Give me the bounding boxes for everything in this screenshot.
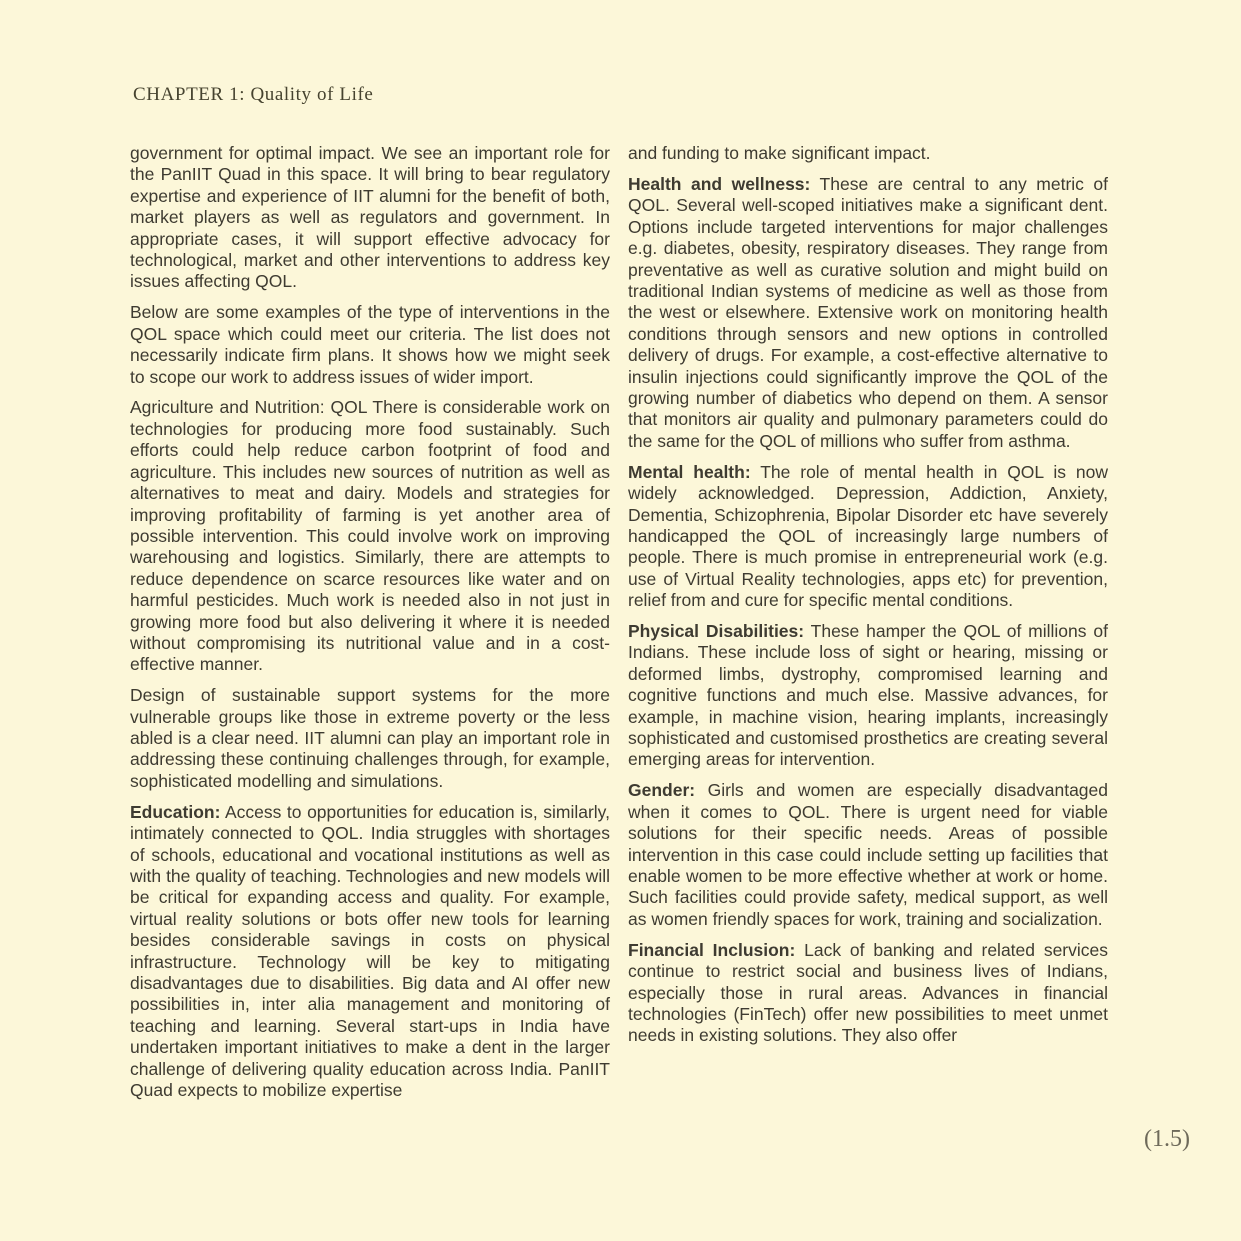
para-physical-disabilities (628, 621, 1108, 771)
paragraph-text: and funding to make significant impact. (628, 143, 931, 163)
paragraph-text: Design of sustainable support systems for the more vulnerable groups like those in extreme poverty or the less abled is a clear need. IIT alumni can play an important role in addressing these continuing challenges through, for example, sophisticated modelling and simulations. (130, 685, 610, 791)
paragraph-text: Below are some examples of the type of interventions in the QOL space which could meet our criteria. The list does not necessarily indicate firm plans. It shows how we might seek to scope our work to address issues of wider import. (130, 302, 610, 387)
para-sustainable-support (130, 685, 610, 792)
paragraph-lead: Physical Disabilities: (628, 621, 805, 642)
paragraph-lead: Health and wellness: (628, 173, 811, 194)
para-education (130, 802, 610, 1102)
chapter-heading: CHAPTER 1: Quality of Life (133, 84, 374, 105)
page-number: (1.5) (1144, 1126, 1190, 1152)
para-financial-inclusion (628, 940, 1108, 1047)
para-gender (628, 780, 1108, 930)
right-column (628, 143, 1108, 1111)
left-column (130, 143, 610, 1111)
para-intervention-examples (130, 302, 610, 388)
paragraph-lead: Financial Inclusion: (628, 939, 796, 960)
paragraph-text: government for optimal impact. We see an important role for the PanIIT Quad in this space. It will bring to bear regulatory expertise and experience of IIT alumni for the benefit of both, market players as well as regulators and government. In appropriate cases, it will support effective advocacy for technological, market and other interventions to address key issues affecting QOL. (130, 143, 610, 292)
para-funding-impact (628, 143, 1108, 164)
paragraph-lead: Mental health: (628, 461, 751, 482)
paragraph-text: Girls and women are especially disadvantaged when it comes to QOL. There is urgent need for viable solutions for their specific needs. Areas of possible intervention in this case could include setting up facilities that enable women to be more effective whether at work or home. Such facilities could provide safety, medical support, as well as women friendly spaces for work, training and socialization. (628, 780, 1108, 929)
para-government-role (130, 143, 610, 293)
paragraph-text: Lack of banking and related services continue to restrict social and business lives of Indians, especially those in rural areas. Advances in financial technologies (FinTech) offer new possibilities to meet unmet needs in existing solutions. They also offer (628, 939, 1109, 1046)
para-health-wellness (628, 174, 1108, 452)
paragraph-text: The role of mental health in QOL is now widely acknowledged. Depression, Addiction, Anxiety, Dementia, Schizophrenia, Bipolar Disorder etc have severely handicapped the QOL of increasingly large numbers of people. There is much promise in entrepreneurial work (e.g. use of Virtual Reality technologies, apps etc) for prevention, relief from and cure for specific mental conditions. (628, 461, 1108, 611)
paragraph-lead: Education: (130, 801, 221, 822)
paragraph-text: These are central to any metric of QOL. Several well-scoped initiatives make a significant dent. Options include targeted interventions for major challenges e.g. diabetes, obesity, respiratory diseases. They range from preventative as well as curative solution and might build on traditional Indian systems of medicine as well as those from the west or elsewhere. Extensive work on monitoring health conditions through sensors and new options in controlled delivery of drugs. For example, a cost-effective alternative to insulin injections could significantly improve the QOL of the growing number of diabetics who depend on them. A sensor that monitors air quality and pulmonary parameters could do the same for the QOL of millions who suffer from asthma. (628, 173, 1109, 451)
two-column-text-body (130, 143, 1109, 1111)
paragraph-text: These hamper the QOL of millions of Indians. These include loss of sight or hearing, missing or deformed limbs, dystrophy, compromised learning and cognitive functions and much else. Massive advances, for example, in machine vision, hearing implants, increasingly sophisticated and customised prosthetics are creating several emerging areas for intervention. (628, 621, 1108, 770)
paragraph-lead: Gender: (628, 780, 696, 801)
paragraph-text: Access to opportunities for education is, similarly, intimately connected to QOL. India struggles with shortages of schools, educational and vocational institutions as well as with the quality of teaching. Technologies and new models will be critical for expanding access and quality. For example, virtual reality solutions or bots offer new tools for learning besides considerable savings in costs on physical infrastructure. Technology will be key to mitigating disadvantages due to disabilities. Big data and AI offer new possibilities in, inter alia management and monitoring of teaching and learning. Several start-ups in India have undertaken important initiatives to make a dent in the larger challenge of delivering quality education across India. PanIIT Quad expects to mobilize expertise (130, 801, 610, 1101)
para-mental-health (628, 462, 1108, 612)
para-agriculture-nutrition (130, 397, 610, 675)
paragraph-text: Agriculture and Nutrition: QOL There is considerable work on technologies for producing more food sustainably. Such efforts could help reduce carbon footprint of food and agriculture. This includes new sources of nutrition as well as alternatives to meat and dairy. Models and strategies for improving profitability of farming is yet another area of possible intervention. This could involve work on improving warehousing and logistics. Similarly, there are attempts to reduce dependence on scarce resources like water and on harmful pesticides. Much work is needed also in not just in growing more food but also delivering it where it is needed without compromising its nutritional value and in a cost-effective manner. (130, 397, 610, 675)
